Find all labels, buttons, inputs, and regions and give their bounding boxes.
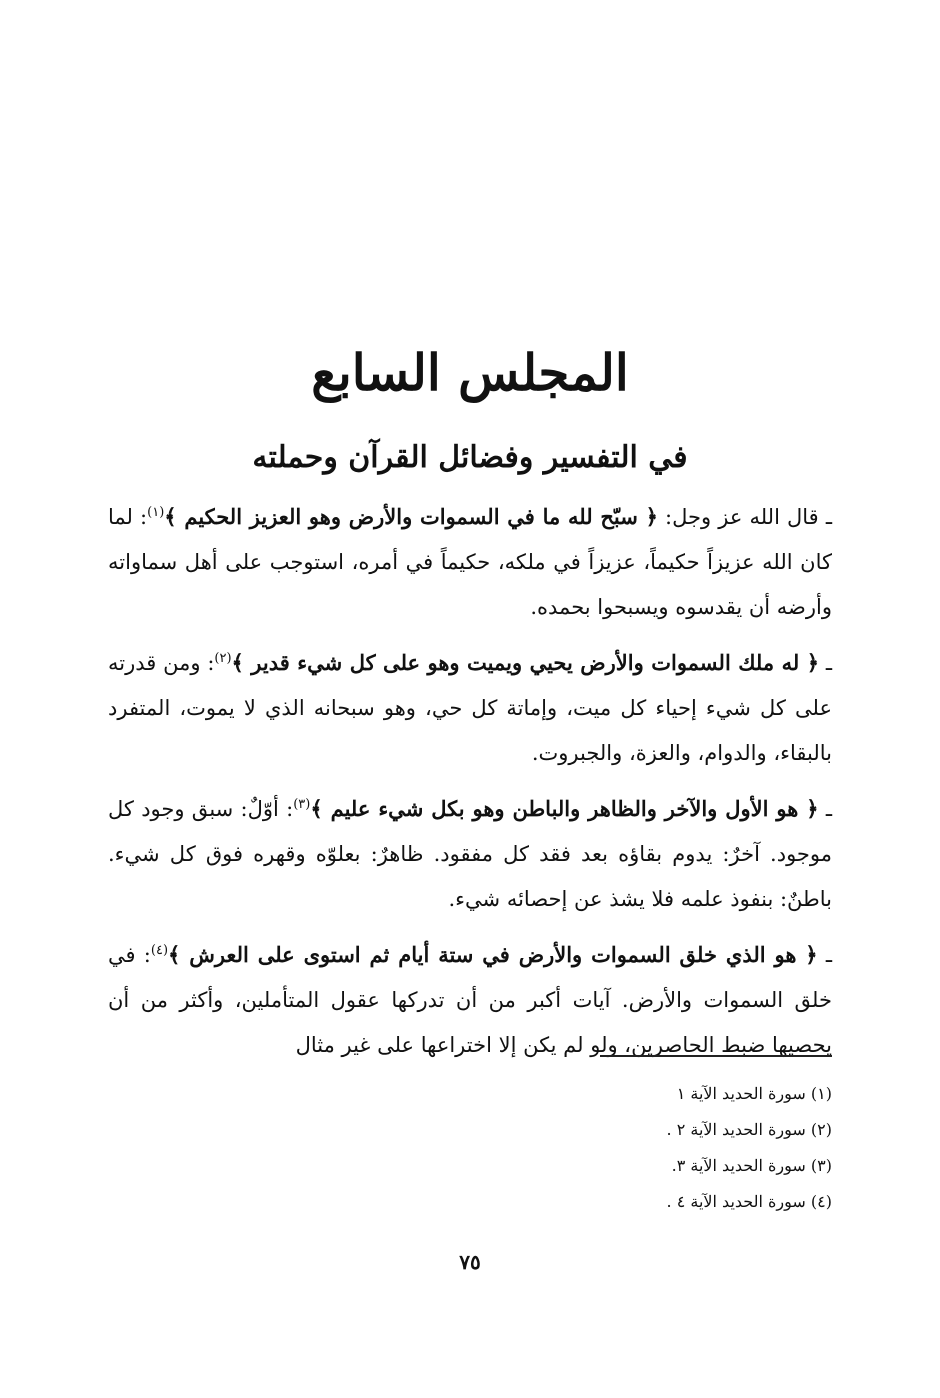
footnote-divider xyxy=(600,1055,832,1057)
commentary-text: : في خلق السموات والأرض. آيات أكبر من أن تدركها عقول المتأملين، وأكثر من أن يحصيها ضبط الحاصرين، ولو لم يكن إلا اختراعها على غير مثال xyxy=(108,943,832,1057)
footnote-ref: (١) xyxy=(147,505,165,520)
paragraph-prefix: ـ xyxy=(817,943,833,967)
paragraph-1 xyxy=(108,494,832,630)
paragraph-2 xyxy=(108,640,832,776)
footnote-item: (٤) سورة الحديد الآية ٤ . xyxy=(666,1192,832,1211)
paragraph-3 xyxy=(108,786,832,922)
paragraph-prefix: ـ xyxy=(818,797,832,821)
footnote-item: (٣) سورة الحديد الآية ٣. xyxy=(671,1156,832,1175)
quran-verse: ﴿ هو الأول والآخر والظاهر والباطن وهو بكل شيء عليم ﴾ xyxy=(310,796,819,821)
footnote-ref: (٤) xyxy=(150,943,169,958)
footnote-item: (٢) سورة الحديد الآية ٢ . xyxy=(666,1120,832,1139)
footnote-item: (١) سورة الحديد الآية ١ xyxy=(676,1084,832,1103)
main-text xyxy=(108,494,832,1078)
paragraph-prefix: ـ قال الله عز وجل: xyxy=(657,505,832,529)
paragraph-4 xyxy=(108,932,832,1068)
chapter-subtitle: في التفسير وفضائل القرآن وحملته xyxy=(252,440,688,475)
commentary-text: : ومن قدرته على كل شيء إحياء كل ميت، وإماتة كل حي، وهو سبحانه الذي لا يموت، المتفرد بالبقاء، والدوام، والعزة، والجبروت. xyxy=(108,651,832,765)
commentary-text: : لما كان الله عزيزاً حكيماً، عزيزاً في ملكه، حكيماً في أمره، استوجب على أهل سماواته وأرضه أن يقدسوه ويسبحوا بحمده. xyxy=(108,505,832,619)
footnote-ref: (٣) xyxy=(293,797,311,812)
page-number: ٧٥ xyxy=(459,1250,481,1274)
chapter-title: المجلس السابع xyxy=(311,343,629,402)
quran-verse: ﴿ هو الذي خلق السموات والأرض في ستة أيام ثم استوى على العرش ﴾ xyxy=(168,942,818,967)
commentary-text: : أوّلٌ: سبق وجود كل موجود. آخرٌ: يدوم بقاؤه بعد فقد كل مفقود. ظاهرٌ: بعلوّه وقهره فوق كل شيء. باطنٌ: بنفوذ علمه فلا يشذ عن إحصائه شيء. xyxy=(108,797,832,911)
quran-verse: ﴿ سبّح لله ما في السموات والأرض وهو العزيز الحكيم ﴾ xyxy=(164,504,658,529)
paragraph-prefix: ـ xyxy=(819,651,833,675)
footnotes xyxy=(332,1076,832,1220)
footnote-ref: (٢) xyxy=(214,651,232,666)
quran-verse: ﴿ له ملك السموات والأرض يحيي ويميت وهو على كل شيء قدير ﴾ xyxy=(231,650,820,675)
